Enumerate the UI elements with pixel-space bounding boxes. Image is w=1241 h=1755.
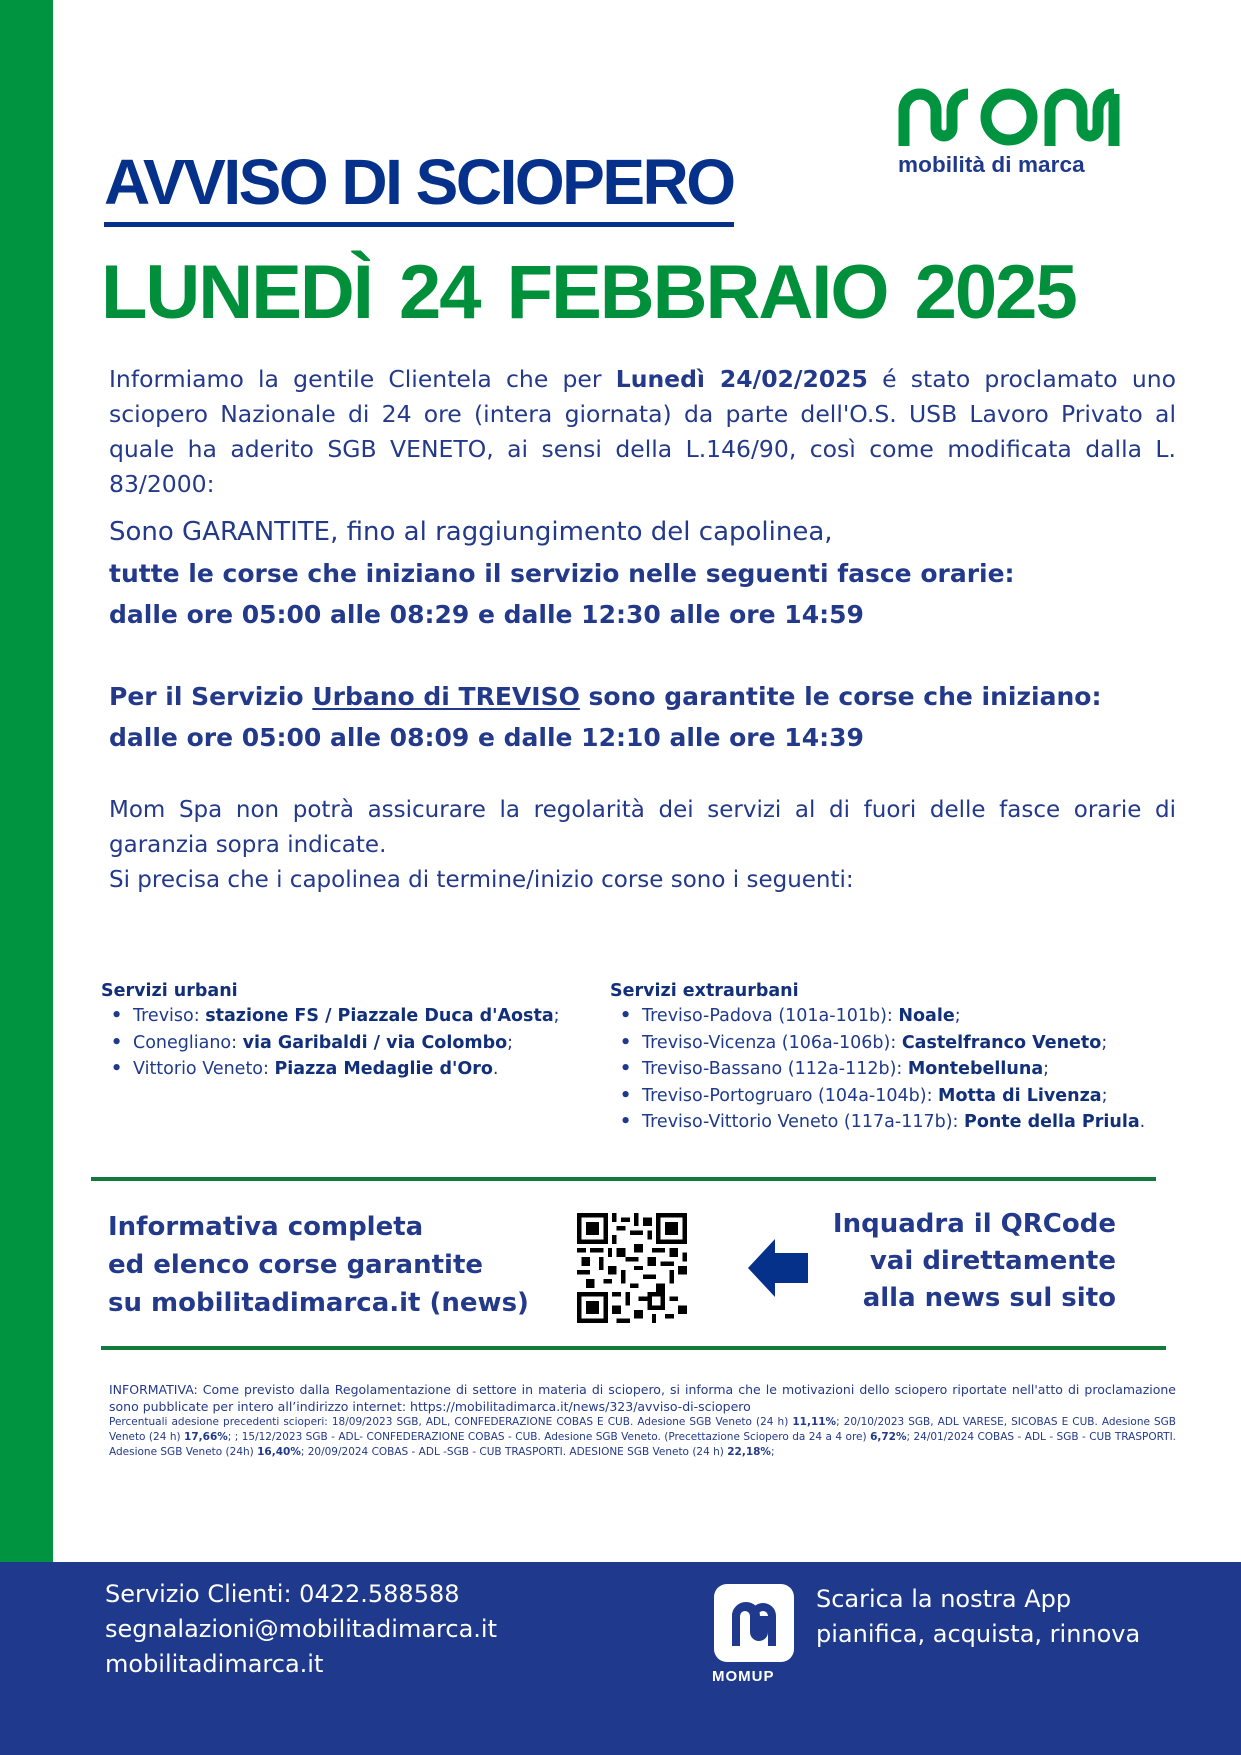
previous-strikes-percentages: Percentuali adesione precedenti scioperi: 18/09/2023 SGB, ADL, CONFEDERAZIONE COBAS E CUB. Adesione SGB Veneto (24 h) 11,11%; 20/10/2023 SGB, ADL VARESE, SICOBAS E CUB. Adesione SGB Veneto (24 h) 17,66%; ; 15/12/2023 SGB - ADL- CONFEDERAZIONE COBAS - CUB. Adesione SGB Veneto. (Precettazione Sciopero da 24 a 4 ore) 6,72%; 24/01/2024 COBAS - ADL - SGB - CUB TRASPORTI. Adesione SGB Veneto (24h) 16,40%; 20/09/2024 COBAS - ADL -SGB - CUB TRASPORTI. ADESIONE SGB Veneto (24 h) 22,18%; [109,1416,1177,1458]
left-accent-bar [0,0,53,1562]
logo-tagline: mobilità di marca [898,152,1085,177]
mom-logo [898,88,1123,178]
email-link[interactable]: segnalazioni@mobilitadimarca.it [105,1615,497,1643]
website-link[interactable]: mobilitadimarca.it [105,1650,324,1678]
fine-print [109,1381,1176,1460]
guaranteed-hours: dalle ore 05:00 alle 08:29 e dalle 12:30 alle ore 14:59 [109,600,864,629]
qr-instructions: Inquadra il QRCode vai direttamente alla news sul sito [832,1209,1116,1313]
list-item: • Treviso-Bassano (112a-112b): Montebelluna; [642,1056,1145,1083]
app-promo: Scarica la nostra App pianifica, acquista, rinnova [816,1585,1141,1648]
guaranteed-subtitle: tutte le corse che iniziano il servizio nelle seguenti fasce orarie: [109,559,1015,588]
urban-services-list [101,981,560,1083]
treviso-urban-label: Urbano di TREVISO [312,682,580,711]
extraurban-services-list [610,981,1145,1136]
list-item: • Conegliano: via Garibaldi / via Colombo; [133,1030,560,1057]
guaranteed-services [109,512,1176,635]
list-item: • Treviso-Padova (101a-101b): Noale; [642,1003,1145,1030]
list-item: • Treviso-Vittorio Veneto (117a-117b): Ponte della Priula. [642,1109,1145,1136]
footer [0,1562,1241,1755]
extraurban-services-heading: Servizi extraurbani [610,981,799,1001]
treviso-urban-guarantee: Per il Servizio Urbano di TREVISO sono garantite le corse che iniziano: dalle ore 05:00 alle 08:09 e dalle 12:10 alle ore 14:39 [109,676,1176,758]
list-item: • Treviso-Portogruaro (104a-104b): Motta di Livenza; [642,1083,1145,1110]
momup-app-icon[interactable] [714,1584,794,1662]
treviso-urban-hours: dalle ore 05:00 alle 08:09 e dalle 12:10 alle ore 14:39 [109,723,864,752]
strike-date-bold: Lunedì 24/02/2025 [615,365,868,393]
informativa-text: INFORMATIVA: Come previsto dalla Regolamentazione di settore in materia di sciopero, si informa che le motivazioni dello sciopero riportate nell'atto di proclamazione sono pubblicate per intero all’indirizzo internet: https://mobilitadimarca.it/news/323/avviso-di-sciopero [109,1382,1176,1414]
arrow-left-icon [748,1239,808,1297]
momup-m-icon [730,1600,778,1646]
full-info-text: Informativa completa ed elenco corse garantite su mobilitadimarca.it (news) [108,1212,529,1318]
contact-info [105,1577,497,1682]
customer-service-phone[interactable]: Servizio Clienti: 0422.588588 [105,1580,460,1608]
qr-code-icon[interactable] [577,1213,687,1323]
guaranteed-line: Sono GARANTITE, fino al raggiungimento del capolinea, [109,517,833,547]
divider [91,1177,1156,1181]
urban-services-heading: Servizi urbani [101,981,238,1001]
list-item: • Vittorio Veneto: Piazza Medaglie d'Oro. [133,1056,560,1083]
disclaimer-paragraph: Mom Spa non potrà assicurare la regolarità dei servizi al di fuori delle fasce orarie di garanzia sopra indicate. Si precisa che i capolinea di termine/inizio corse sono i seguenti: [109,797,1176,893]
list-item: • Treviso: stazione FS / Piazzale Duca d'Aosta; [133,1003,560,1030]
strike-date: LUNEDÌ 24 FEBBRAIO 2025 [101,250,1076,335]
intro-paragraph: Informiamo la gentile Clientela che per Lunedì 24/02/2025 é stato proclamato uno sciopero Nazionale di 24 ore (intera giornata) da parte dell'O.S. USB Lavoro Privato al quale ha aderito SGB VENETO, ai sensi della L.146/90, così come modificata dalla L. 83/2000: [109,365,1176,498]
list-item: • Treviso-Vicenza (106a-106b): Castelfranco Veneto; [642,1030,1145,1057]
app-name: MOMUP [712,1668,775,1685]
page-title: AVVISO DI SCIOPERO [104,150,734,227]
mom-logo-icon [898,88,1120,146]
divider [101,1346,1166,1350]
